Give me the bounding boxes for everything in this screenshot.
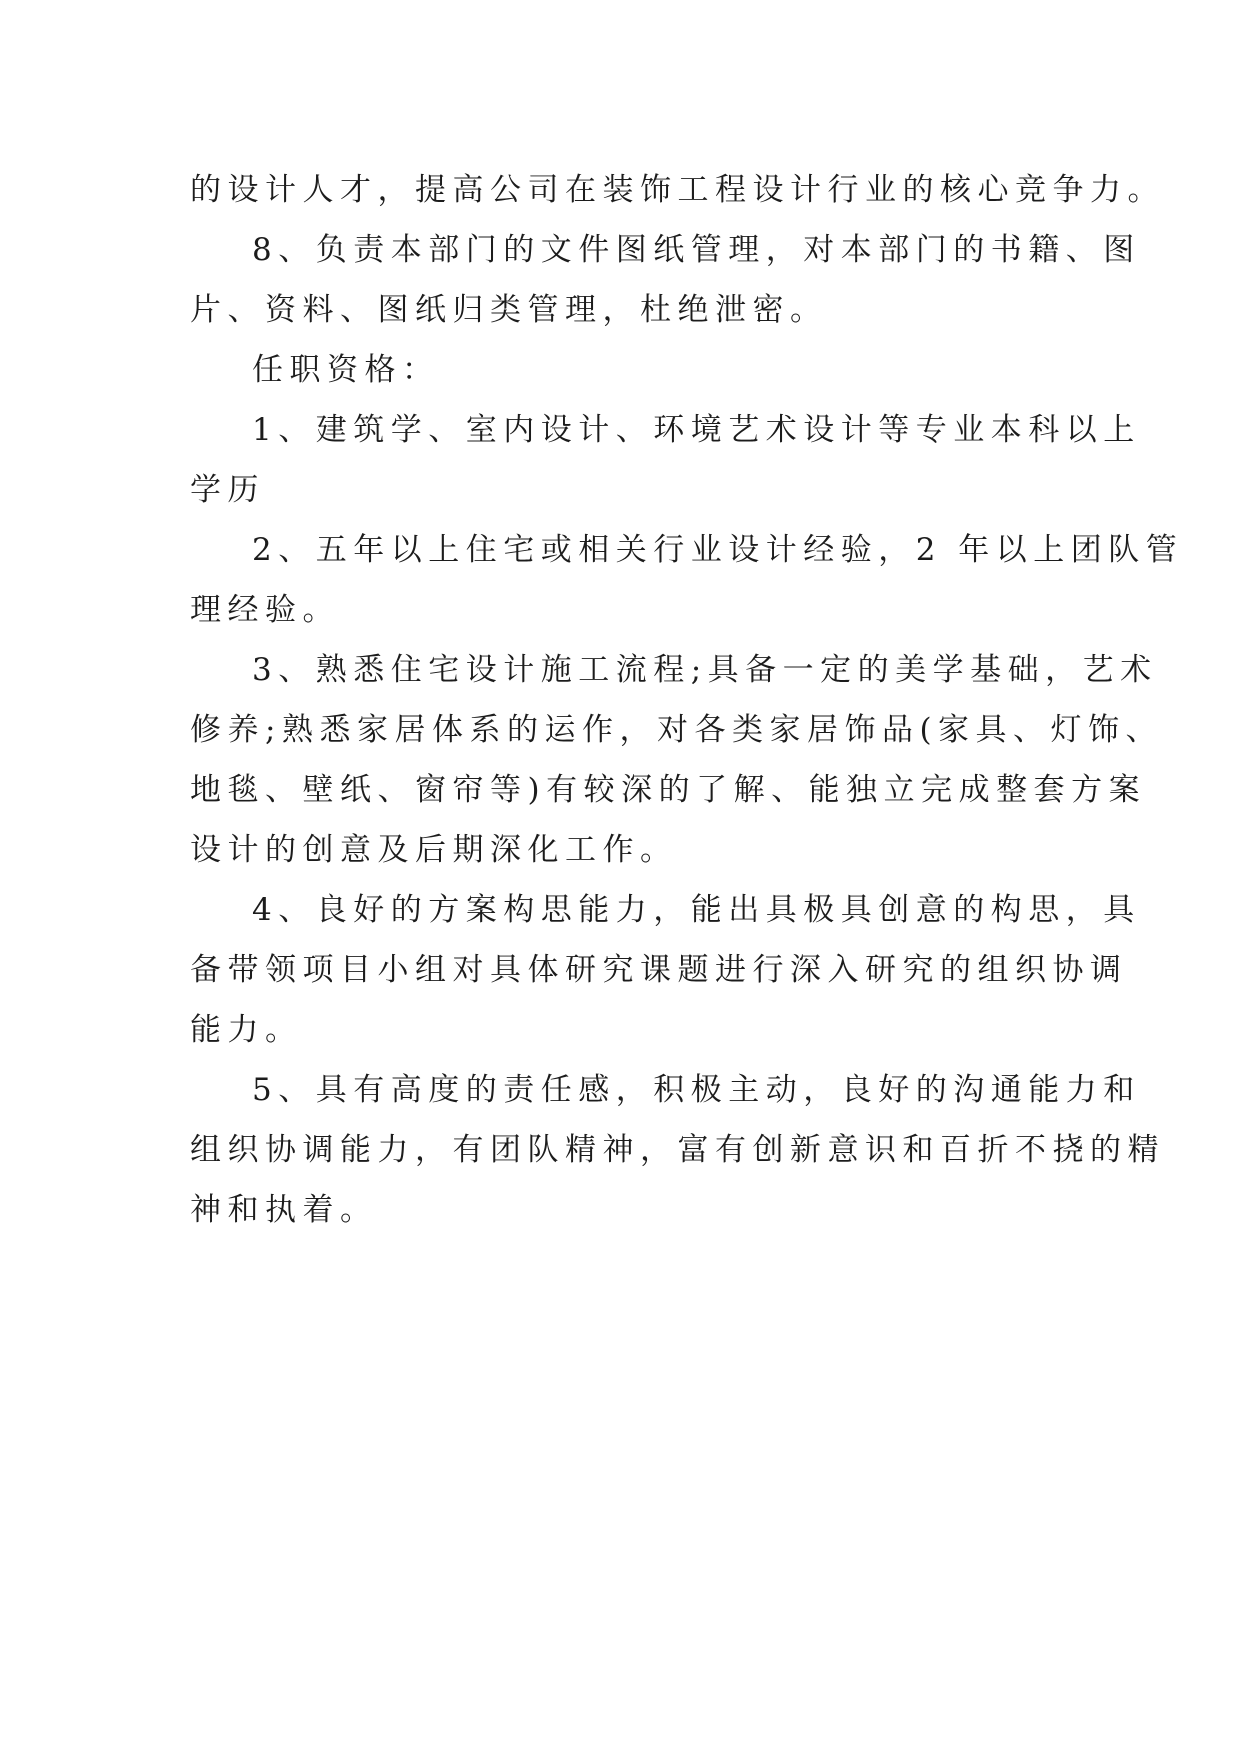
text-line: 神和执着。 bbox=[190, 1192, 378, 1228]
text-line: 修养;熟悉家居体系的运作，对各类家居饰品(家具、灯饰、 bbox=[190, 712, 1164, 748]
text-line: 组织协调能力，有团队精神，富有创新意识和百折不挠的精 bbox=[190, 1132, 1165, 1168]
text-line: 能力。 bbox=[190, 1012, 303, 1048]
text-line: 片、资料、图纸归类管理，杜绝泄密。 bbox=[190, 292, 828, 328]
text-line: 3、熟悉住宅设计施工流程;具备一定的美学基础，艺术 bbox=[252, 652, 1158, 688]
text-line: 2、五年以上住宅或相关行业设计经验，2 年以上团队管 bbox=[252, 532, 1184, 568]
text-line: 理经验。 bbox=[190, 592, 340, 628]
text-line: 1、建筑学、室内设计、环境艺术设计等专业本科以上 bbox=[252, 412, 1141, 448]
text-line: 设计的创意及后期深化工作。 bbox=[190, 832, 678, 868]
document-body bbox=[190, 160, 1184, 1240]
text-line: 5、具有高度的责任感，积极主动，良好的沟通能力和 bbox=[252, 1072, 1141, 1108]
text-line: 备带领项目小组对具体研究课题进行深入研究的组织协调 bbox=[190, 952, 1128, 988]
text-line: 8、负责本部门的文件图纸管理，对本部门的书籍、图 bbox=[252, 232, 1141, 268]
text-line: 学历 bbox=[190, 472, 265, 508]
text-line: 的设计人才，提高公司在装饰工程设计行业的核心竞争力。 bbox=[190, 172, 1165, 208]
text-line: 地毯、壁纸、窗帘等)有较深的了解、能独立完成整套方案 bbox=[190, 772, 1147, 808]
section-heading: 任职资格： bbox=[252, 352, 440, 388]
text-line: 4、良好的方案构思能力，能出具极具创意的构思，具 bbox=[252, 892, 1141, 928]
